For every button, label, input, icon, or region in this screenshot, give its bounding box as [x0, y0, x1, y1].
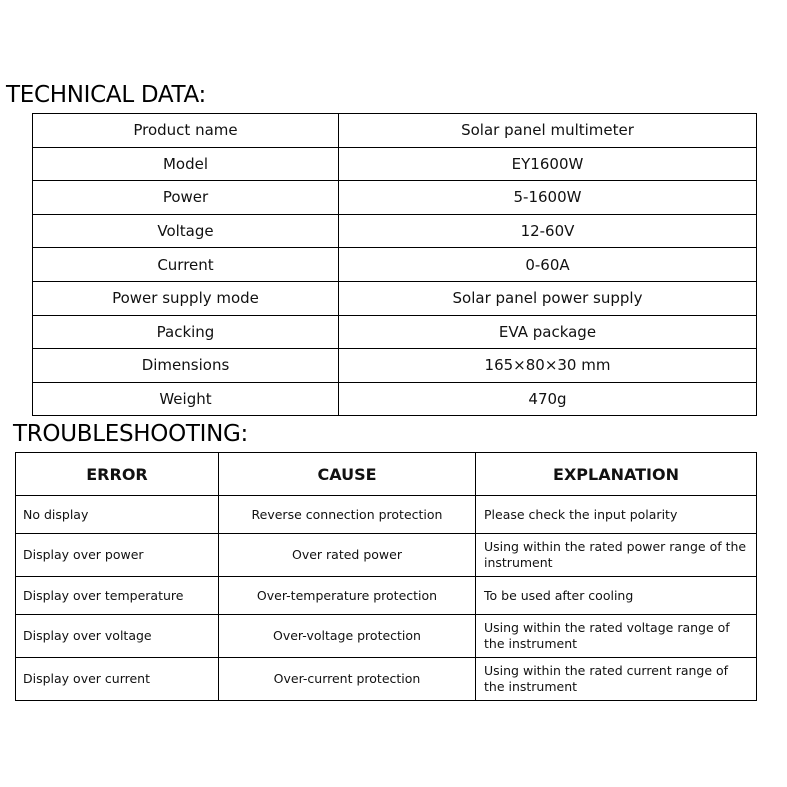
spec-label: Voltage	[33, 214, 339, 248]
table-row	[33, 315, 757, 349]
column-header-explanation: EXPLANATION	[476, 453, 757, 496]
spec-label: Dimensions	[33, 349, 339, 383]
explanation-cell: To be used after cooling	[476, 577, 757, 615]
troubleshooting-heading: TROUBLESHOOTING:	[13, 421, 249, 447]
error-cell: Display over temperature	[16, 577, 219, 615]
table-row	[16, 534, 757, 577]
spec-label: Weight	[33, 382, 339, 416]
error-cell: Display over voltage	[16, 615, 219, 658]
technical-data-table	[32, 113, 757, 416]
table-header-row	[16, 453, 757, 496]
explanation-cell: Using within the rated power range of the instrument	[476, 534, 757, 577]
spec-label: Packing	[33, 315, 339, 349]
cause-cell: Over-current protection	[219, 658, 476, 701]
table-row	[33, 181, 757, 215]
column-header-cause: CAUSE	[219, 453, 476, 496]
table-row	[33, 114, 757, 148]
table-row	[33, 147, 757, 181]
error-cell: Display over power	[16, 534, 219, 577]
explanation-cell: Using within the rated voltage range of the instrument	[476, 615, 757, 658]
cause-cell: Reverse connection protection	[219, 496, 476, 534]
spec-value: 470g	[339, 382, 757, 416]
spec-value: 165×80×30 mm	[339, 349, 757, 383]
spec-value: 5-1600W	[339, 181, 757, 215]
table-row	[33, 382, 757, 416]
spec-label: Power supply mode	[33, 281, 339, 315]
spec-value: Solar panel multimeter	[339, 114, 757, 148]
error-cell: No display	[16, 496, 219, 534]
cause-cell: Over-voltage protection	[219, 615, 476, 658]
spec-label: Power	[33, 181, 339, 215]
table-row	[16, 577, 757, 615]
table-row	[16, 615, 757, 658]
cause-cell: Over-temperature protection	[219, 577, 476, 615]
table-row	[33, 248, 757, 282]
table-row	[33, 349, 757, 383]
table-row	[16, 496, 757, 534]
explanation-cell: Using within the rated current range of the instrument	[476, 658, 757, 701]
technical-data-heading: TECHNICAL DATA:	[6, 82, 206, 108]
spec-label: Model	[33, 147, 339, 181]
cause-cell: Over rated power	[219, 534, 476, 577]
table-row	[33, 281, 757, 315]
spec-value: 0-60A	[339, 248, 757, 282]
spec-value: EVA package	[339, 315, 757, 349]
spec-label: Current	[33, 248, 339, 282]
spec-value: Solar panel power supply	[339, 281, 757, 315]
spec-value: 12-60V	[339, 214, 757, 248]
column-header-error: ERROR	[16, 453, 219, 496]
spec-label: Product name	[33, 114, 339, 148]
spec-value: EY1600W	[339, 147, 757, 181]
explanation-cell: Please check the input polarity	[476, 496, 757, 534]
troubleshooting-table	[15, 452, 757, 701]
table-row	[33, 214, 757, 248]
table-row	[16, 658, 757, 701]
error-cell: Display over current	[16, 658, 219, 701]
